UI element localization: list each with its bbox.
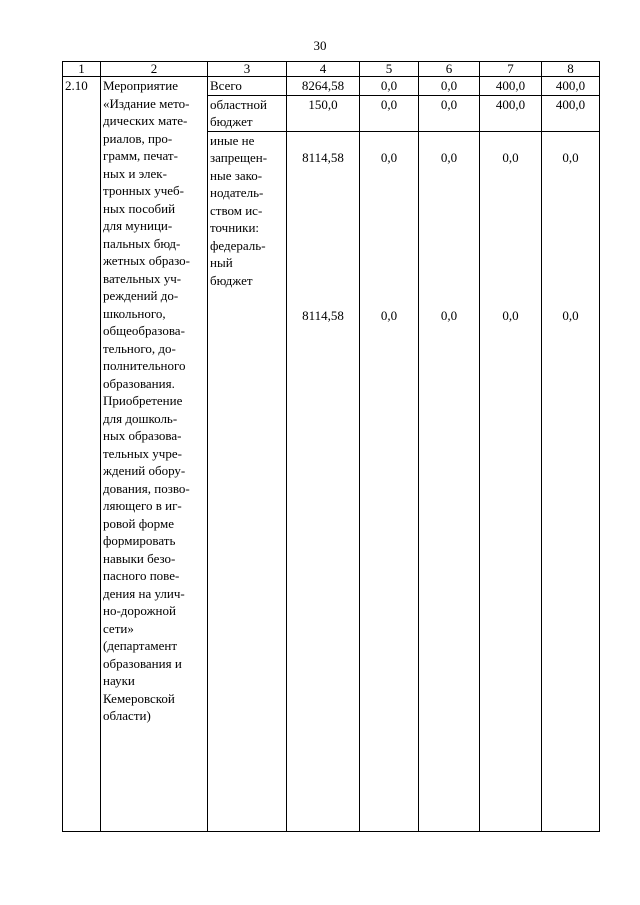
value-cell [480, 131, 542, 831]
value-cell [419, 131, 480, 831]
sub-value: 0,0 [440, 307, 458, 323]
row-description: Мероприятие «Издание мето- дических мате- риалов, про- грамм, печат- ных и элек- тронных учеб- ных пособий для муници- пальных бюд- жетных образо- вательных уч- реждений до- школьного, общеобразова- тельного, до- полнительного образования. Приобретение для дошколь- ных образова- тельных учре- ждений обору- дования, позво- ляющего в иг- ровой форме формировать навыки безо- пасного пове- дения на улич- но-дорожной сети» (департамент образования и науки Кемеровской области) [101, 77, 208, 832]
value-cell: 0,0 [419, 77, 480, 96]
header-col-6: 6 [419, 62, 480, 77]
budget-table [62, 61, 600, 832]
source-label: областной бюджет [208, 95, 287, 131]
header-col-5: 5 [360, 62, 419, 77]
source-label: Всего [208, 77, 287, 96]
header-col-2: 2 [101, 62, 208, 77]
source-label: иные не запрещен- ные зако- нодатель- ством ис- точники: федераль- ный бюджет [208, 131, 287, 831]
value: 0,0 [380, 150, 398, 165]
table-row [63, 77, 600, 96]
sub-value: 8114,58 [302, 307, 344, 323]
value-cell: 400,0 [480, 95, 542, 131]
sub-value: 0,0 [562, 307, 579, 323]
header-col-7: 7 [480, 62, 542, 77]
header-col-3: 3 [208, 62, 287, 77]
value-cell [287, 131, 360, 831]
value-cell: 400,0 [542, 95, 600, 131]
value-cell: 0,0 [360, 95, 419, 131]
sub-value: 0,0 [502, 307, 519, 323]
value-cell [542, 131, 600, 831]
value: 0,0 [562, 150, 579, 165]
value: 0,0 [440, 150, 458, 165]
value-cell: 400,0 [480, 77, 542, 96]
header-col-1: 1 [63, 62, 101, 77]
value-cell: 400,0 [542, 77, 600, 96]
value-cell: 0,0 [360, 77, 419, 96]
value-cell: 0,0 [419, 95, 480, 131]
header-col-4: 4 [287, 62, 360, 77]
value-cell: 8264,58 [287, 77, 360, 96]
value-cell: 150,0 [287, 95, 360, 131]
value: 8114,58 [302, 150, 344, 165]
page-number: 30 [313, 38, 327, 53]
sub-value: 0,0 [380, 307, 398, 323]
header-col-8: 8 [542, 62, 600, 77]
value-cell [360, 131, 419, 831]
header-row [63, 62, 600, 77]
row-id: 2.10 [63, 77, 101, 832]
value: 0,0 [502, 150, 519, 165]
